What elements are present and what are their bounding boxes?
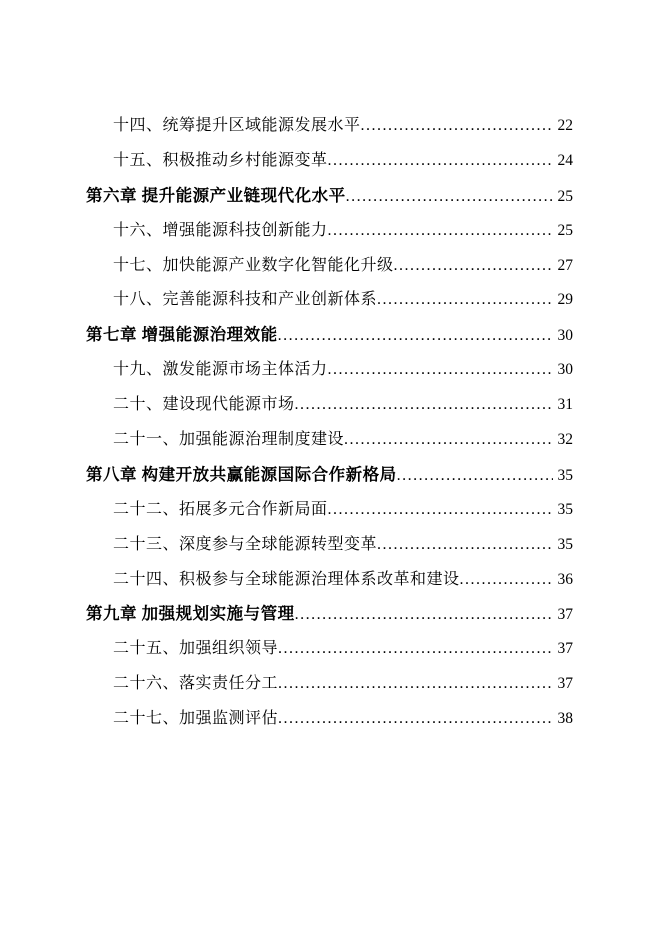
toc-entry-label: 第九章 加强规划实施与管理 [86,604,295,624]
toc-entry-page: 32 [557,431,573,449]
toc-entry-chapter[interactable] [86,597,573,632]
toc-entry-page: 37 [557,606,573,624]
toc-entry-label: 二十二、拓展多元合作新局面 [113,500,328,518]
toc-entry-page: 30 [557,327,573,345]
toc-entry-label: 第八章 构建开放共赢能源国际合作新格局 [86,464,397,484]
dot-leader [394,249,553,284]
toc-entry-page: 35 [557,466,573,484]
toc-entry-sub[interactable] [86,144,573,179]
toc-entry-sub[interactable] [86,353,573,388]
toc-entry-label: 二十、建设现代能源市场 [113,396,295,414]
toc-entry-page: 30 [557,361,573,379]
toc-entry-label: 十四、统筹提升区域能源发展水平 [113,117,361,134]
dot-leader [460,563,553,598]
toc-entry-label: 二十五、加强组织领导 [113,640,279,658]
toc-entry-page: 35 [557,500,573,518]
dot-leader [295,388,553,423]
toc-entry-sub[interactable] [86,493,573,528]
toc-entry-label: 十五、积极推动乡村能源变革 [113,151,328,169]
toc-entry-sub[interactable] [86,388,573,423]
toc-entry-label: 十七、加快能源产业数字化智能化升级 [113,256,394,274]
toc-entry-page: 31 [557,396,573,414]
toc-entry-label: 十九、激发能源市场主体活力 [113,361,328,379]
dot-leader [278,319,553,354]
toc-entry-sub[interactable] [86,423,573,458]
toc-entry-label: 二十三、深度参与全球能源转型变革 [113,535,378,553]
dot-leader [295,598,553,633]
dot-leader [328,214,553,249]
dot-leader [278,632,552,667]
toc-entry-chapter[interactable] [86,318,573,353]
toc-entry-label: 二十六、落实责任分工 [113,675,279,693]
toc-entry-sub[interactable] [86,563,573,598]
dot-leader [328,144,553,179]
toc-entry-page: 25 [557,221,573,239]
toc-list [86,109,573,737]
toc-entry-page: 27 [557,256,573,274]
toc-entry-sub[interactable] [86,214,573,249]
toc-entry-page: 24 [557,151,573,169]
toc-entry-sub[interactable] [86,109,573,144]
toc-entry-page: 35 [557,535,573,553]
dot-leader [377,283,552,318]
toc-entry-chapter[interactable] [86,179,573,214]
toc-entry-page: 22 [557,117,573,134]
dot-leader [328,493,553,528]
toc-entry-page: 25 [557,187,573,205]
dot-leader [397,459,553,494]
dot-leader [278,667,552,702]
dot-leader [377,528,552,563]
toc-entry-sub[interactable] [86,632,573,667]
toc-entry-label: 十八、完善能源科技和产业创新体系 [113,291,378,309]
toc-entry-page: 38 [557,710,573,728]
toc-entry-label: 十六、增强能源科技创新能力 [113,221,328,239]
dot-leader [328,353,553,388]
toc-entry-label: 第六章 提升能源产业链现代化水平 [86,185,346,205]
toc-entry-sub[interactable] [86,528,573,563]
toc-entry-label: 二十七、加强监测评估 [113,710,279,728]
dot-leader [361,109,553,144]
dot-leader [278,702,552,737]
dot-leader [346,180,553,215]
toc-entry-sub[interactable] [86,283,573,318]
toc-entry-page: 36 [557,570,573,588]
toc-entry-sub[interactable] [86,667,573,702]
toc-entry-label: 二十一、加强能源治理制度建设 [113,431,345,449]
toc-entry-sub[interactable] [86,249,573,284]
dot-leader [344,423,552,458]
toc-entry-sub[interactable] [86,702,573,737]
toc-entry-label: 二十四、积极参与全球能源治理体系改革和建设 [113,570,460,588]
toc-entry-chapter[interactable] [86,458,573,493]
toc-entry-page: 37 [557,640,573,658]
toc-entry-page: 37 [557,675,573,693]
toc-entry-label: 第七章 增强能源治理效能 [86,325,278,345]
toc-entry-page: 29 [557,291,573,309]
